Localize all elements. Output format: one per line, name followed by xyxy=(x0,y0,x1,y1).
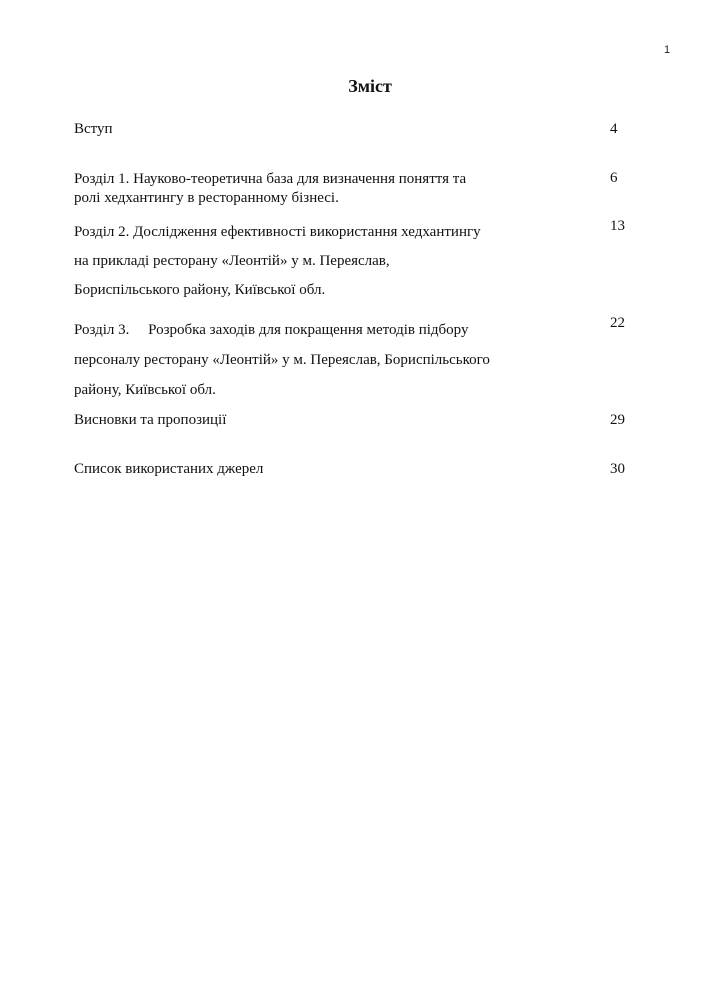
toc-entry-text xyxy=(74,170,544,208)
toc-entry-text xyxy=(74,412,544,429)
toc-entry-text xyxy=(74,218,544,305)
toc-entry-text xyxy=(74,461,544,478)
page-title: Зміст xyxy=(348,76,392,96)
toc-entry-text xyxy=(74,121,544,138)
toc-entry-page-number: 22 xyxy=(610,315,625,331)
toc-entry-line: Висновки та пропозиції xyxy=(74,412,227,428)
toc-entry-page-number: 13 xyxy=(610,218,625,234)
toc-entry-line: Розділ 2. Дослідження ефективності використання хедхантингу xyxy=(74,224,481,240)
toc-entry-line: району, Київської обл. xyxy=(74,382,216,398)
toc-entry-page-number: 30 xyxy=(610,461,625,477)
toc-entry-line: Вступ xyxy=(74,121,113,137)
toc-entry-text xyxy=(74,315,544,405)
toc-entry-line: ролі хедхантингу в ресторанному бізнесі. xyxy=(74,190,339,206)
toc-entry-line: персоналу ресторану «Леонтій» у м. Переяслав, Бориспільського xyxy=(74,352,490,368)
page-number: 1 xyxy=(664,44,671,56)
toc-entry-page-number: 29 xyxy=(610,412,625,428)
toc-entry-line: на прикладі ресторану «Леонтій» у м. Переяслав, xyxy=(74,253,390,269)
toc-entry-line: Розділ 1. Науково-теоретична база для визначення поняття та xyxy=(74,171,467,187)
toc-entry-line: Список використаних джерел xyxy=(74,461,264,477)
toc-entry-page-number: 6 xyxy=(610,170,618,186)
toc-entry-line: Бориспільського району, Київської обл. xyxy=(74,282,326,298)
toc-entry-page-number: 4 xyxy=(610,121,618,137)
toc-entry-line: Розділ 3. Розробка заходів для покращення методів підбору xyxy=(74,322,469,338)
